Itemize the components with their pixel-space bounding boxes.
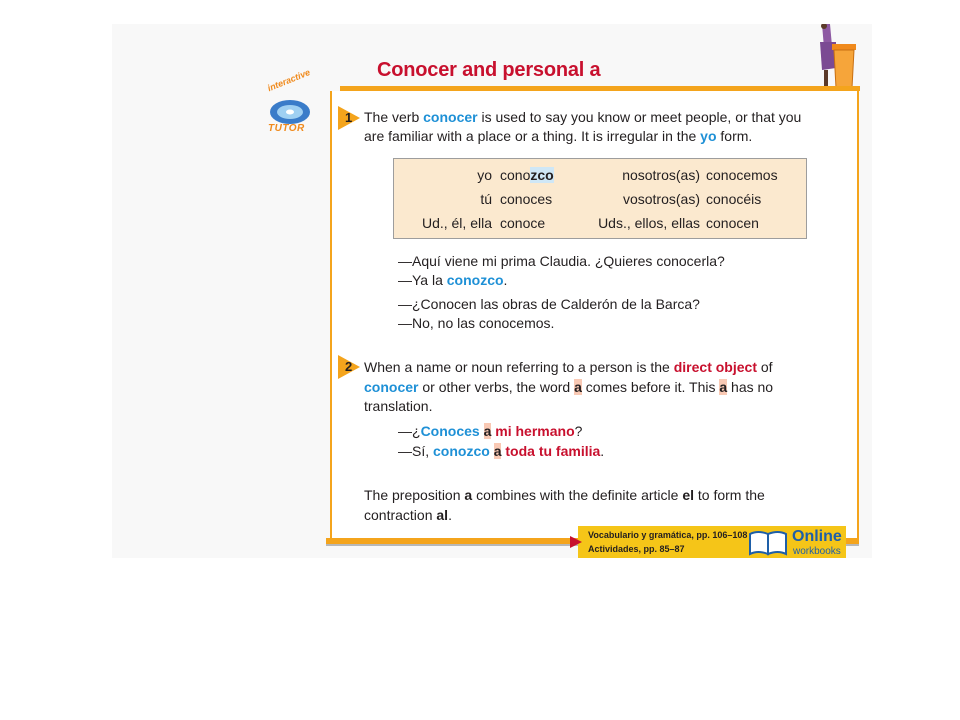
note-line-1: The preposition a combines with the definite article el to form the <box>364 487 765 503</box>
workbook-activity-pages: Actividades, pp. 85–87 <box>588 544 685 554</box>
pronoun-tu: tú <box>480 191 492 207</box>
workbooks-label: workbooks <box>793 546 841 557</box>
page-title: Conocer and personal a <box>377 59 601 81</box>
pronoun-vosotros: vosotros(as) <box>622 191 700 207</box>
dialogue-2-line-2: —Sí, conozco a toda tu familia. <box>398 443 605 459</box>
pronoun-uds: Uds., ellos, ellas <box>598 215 700 231</box>
form-conozco: conozco <box>500 167 554 183</box>
conjugation-table <box>393 158 807 239</box>
pronoun-yo: yo <box>477 167 492 183</box>
form-conoces: conoces <box>500 191 553 207</box>
step-2-number: 2 <box>345 359 353 374</box>
dialogue-1-line-3: —¿Conocen las obras de Calderón de la Barca? <box>398 296 700 312</box>
form-conocemos: conocemos <box>706 167 778 183</box>
pronoun-ud: Ud., él, ella <box>421 215 492 231</box>
section-1-line-1: The verb conocer is used to say you know or meet people, or that you <box>364 109 802 125</box>
podium-figure-icon <box>810 24 860 90</box>
open-book-icon <box>748 528 788 556</box>
tutor-label: TUTOR <box>268 123 305 134</box>
step-1-number: 1 <box>345 110 353 125</box>
section-2-line-2: conocer or other verbs, the word a comes before it. This a has no <box>364 379 774 395</box>
section-2-line-1: When a name or noun referring to a person is the direct object of <box>364 359 773 375</box>
form-conoceis: conocéis <box>706 191 762 207</box>
dialogue-2-line-1: —¿Conoces a mi hermano? <box>398 423 583 439</box>
dialogue-1-line-2: —Ya la conozco. <box>398 272 508 288</box>
section-2-line-3: translation. <box>364 398 433 414</box>
arrow-right-icon <box>570 536 582 548</box>
online-label: Online <box>792 528 842 545</box>
workbook-vocab-pages: Vocabulario y gramática, pp. 106–108 <box>588 530 748 540</box>
form-conoce: conoce <box>500 215 546 231</box>
dialogue-1-line-4: —No, no las conocemos. <box>398 315 555 331</box>
note-line-2: contraction al. <box>364 507 452 523</box>
section-1-line-2: are familiar with a place or a thing. It is irregular in the yo form. <box>364 128 753 144</box>
tutor-caption: interactive <box>266 67 312 94</box>
dialogue-1-line-1: —Aquí viene mi prima Claudia. ¿Quieres conocerla? <box>398 253 725 269</box>
form-conocen: conocen <box>706 215 759 231</box>
pronoun-nosotros: nosotros(as) <box>622 167 700 183</box>
